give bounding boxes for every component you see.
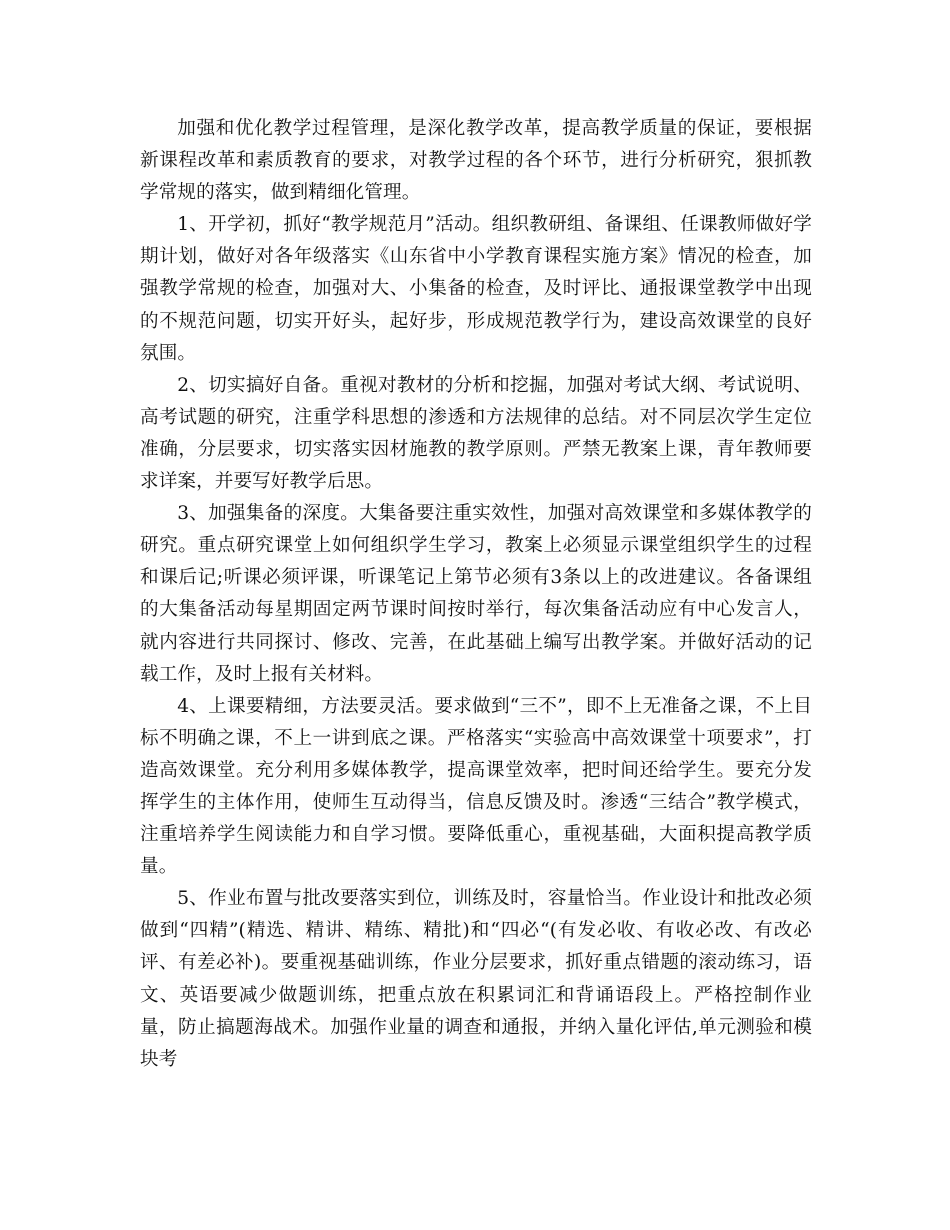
- paragraph-intro: 加强和优化教学过程管理，是深化教学改革，提高教学质量的保证，要根据新课程改革和素质教育的要求，对教学过程的各个环节，进行分析研究，狠抓教学常规的落实，做到精细化管理。: [140, 118, 812, 204]
- paragraph-item-5: 5、作业布置与批改要落实到位，训练及时，容量恰当。作业设计和批改必须做到“四精”(精选、精讲、精练、精批)和“四必“(有发必收、有收必改、有改必评、有差必补)。要重视基础训练，作业分层要求，抓好重点错题的滚动练习，语文、英语要减少做题训练，把重点放在积累词汇和背诵语段上。严格控制作业量，防止搞题海战术。加强作业量的调查和通报，并纳入量化评估,单元测验和模块考: [140, 888, 812, 1070]
- paragraph-item-2: 2、切实搞好自备。重视对教材的分析和挖掘，加强对考试大纲、考试说明、高考试题的研究，注重学科思想的渗透和方法规律的总结。对不同层次学生定位准确，分层要求，切实落实因材施教的教学原则。严禁无教案上课，青年教师要求详案，并要写好教学后思。: [140, 374, 812, 493]
- paragraph-item-4: 4、上课要精细，方法要灵活。要求做到“三不”，即不上无准备之课，不上目标不明确之课，不上一讲到底之课。严格落实“实验高中高效课堂十项要求”，打造高效课堂。充分利用多媒体教学，提高课堂效率，把时间还给学生。要充分发挥学生的主体作用，使师生互动得当，信息反馈及时。渗透“三结合”教学模式，注重培养学生阅读能力和自学习惯。要降低重心，重视基础，大面积提高教学质量。: [140, 695, 812, 878]
- paragraph-item-3: 3、加强集备的深度。大集备要注重实效性，加强对高效课堂和多媒体教学的研究。重点研究课堂上如何组织学生学习，教案上必须显示课堂组织学生的过程和课后记;听课必须评课，听课笔记上第节必须有3条以上的改进建议。各备课组的大集备活动每星期固定两节课时间按时举行，每次集备活动应有中心发言人，就内容进行共同探讨、修改、完善，在此基础上编写出教学案。并做好活动的记载工作，及时上报有关材料。: [140, 503, 812, 685]
- paragraph-item-1: 1、开学初，抓好“教学规范月”活动。组织教研组、备课组、任课教师做好学期计划，做好对各年级落实《山东省中小学教育课程实施方案》情况的检查，加强教学常规的检查，加强对大、小集备的检查，及时评比、通报课堂教学中出现的不规范问题，切实开好头，起好步，形成规范教学行为，建设高效课堂的良好氛围。: [140, 214, 812, 364]
- document-body: [140, 113, 812, 1076]
